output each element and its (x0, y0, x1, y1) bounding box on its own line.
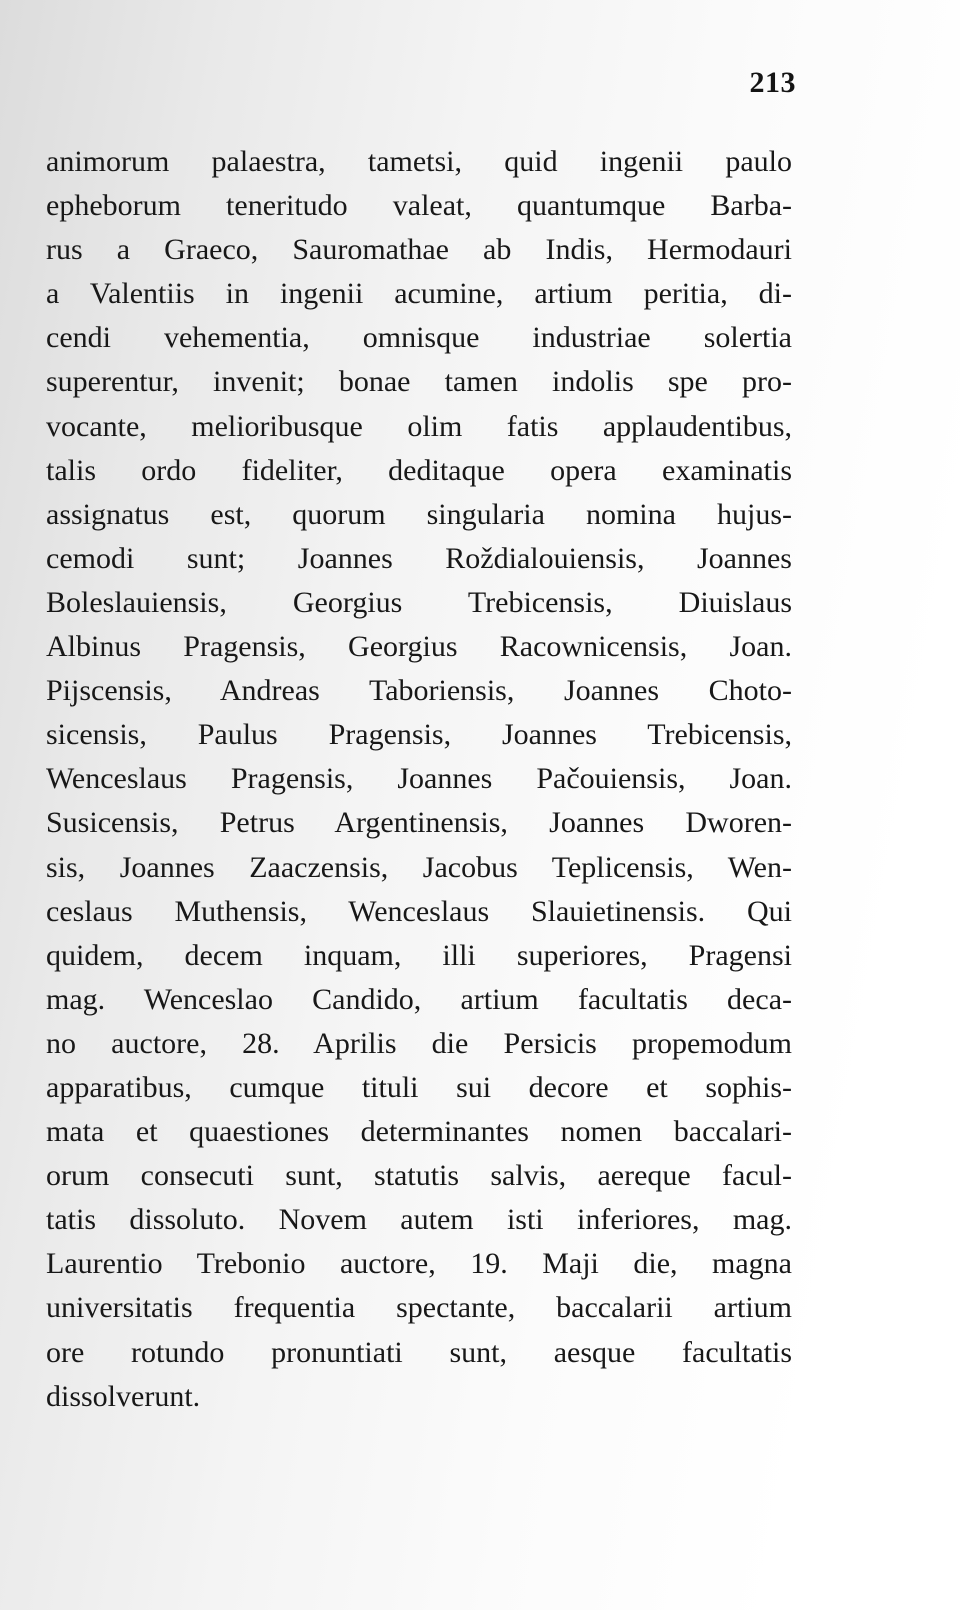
text-line: ceslaus Muthensis, Wenceslaus Slauietinensis. Qui (46, 894, 792, 928)
text-line: rus a Graeco, Sauromathae ab Indis, Hermodauri (46, 233, 792, 267)
text-line: vocante, melioribusque olim fatis applaudentibus, (46, 409, 792, 443)
text-line: cendi vehementia, omnisque industriae solertia (46, 321, 792, 355)
text-line: universitatis frequentia spectante, baccalarii artium (46, 1291, 792, 1325)
body-text (46, 140, 792, 1419)
text-line: talis ordo fideliter, deditaque opera examinatis (46, 453, 792, 487)
text-line: Susicensis, Petrus Argentinensis, Joannes Dworen- (46, 806, 792, 840)
text-line: ore rotundo pronuntiati sunt, aesque facultatis (46, 1335, 792, 1369)
text-line: epheborum teneritudo valeat, quantumque Barba- (46, 189, 792, 223)
text-line: assignatus est, quorum singularia nomina hujus- (46, 497, 792, 531)
text-line: tatis dissoluto. Novem autem isti inferiores, mag. (46, 1203, 792, 1237)
text-line-last: dissolverunt. (46, 1379, 201, 1413)
text-line: cemodi sunt; Joannes Roždialouiensis, Joannes (46, 541, 792, 575)
text-line: orum consecuti sunt, statutis salvis, aereque facul- (46, 1159, 792, 1193)
page-number: 213 (749, 66, 796, 99)
text-line: no auctore, 28. Aprilis die Persicis propemodum (46, 1026, 792, 1060)
text-line: a Valentiis in ingenii acumine, artium peritia, di- (46, 277, 792, 311)
text-line: Wenceslaus Pragensis, Joannes Pačouiensis, Joan. (46, 762, 792, 796)
text-line: animorum palaestra, tametsi, quid ingenii paulo (46, 145, 792, 178)
text-line: sis, Joannes Zaaczensis, Jacobus Teplicensis, Wen- (46, 850, 792, 884)
text-line: sicensis, Paulus Pragensis, Joannes Trebicensis, (46, 718, 792, 752)
text-line: Boleslauiensis, Georgius Trebicensis, Diuislaus (46, 585, 792, 619)
text-line: Albinus Pragensis, Georgius Racownicensis, Joan. (46, 630, 792, 664)
text-line: apparatibus, cumque tituli sui decore et sophis- (46, 1070, 792, 1104)
text-line: superentur, invenit; bonae tamen indolis spe pro- (46, 365, 792, 399)
text-line: mag. Wenceslao Candido, artium facultatis deca- (46, 982, 792, 1016)
text-line: mata et quaestiones determinantes nomen baccalari- (46, 1115, 792, 1149)
text-line: Pijscensis, Andreas Taboriensis, Joannes Choto- (46, 674, 792, 708)
text-line: Laurentio Trebonio auctore, 19. Maji die, magna (46, 1247, 792, 1281)
text-line: quidem, decem inquam, illi superiores, Pragensi (46, 938, 792, 972)
